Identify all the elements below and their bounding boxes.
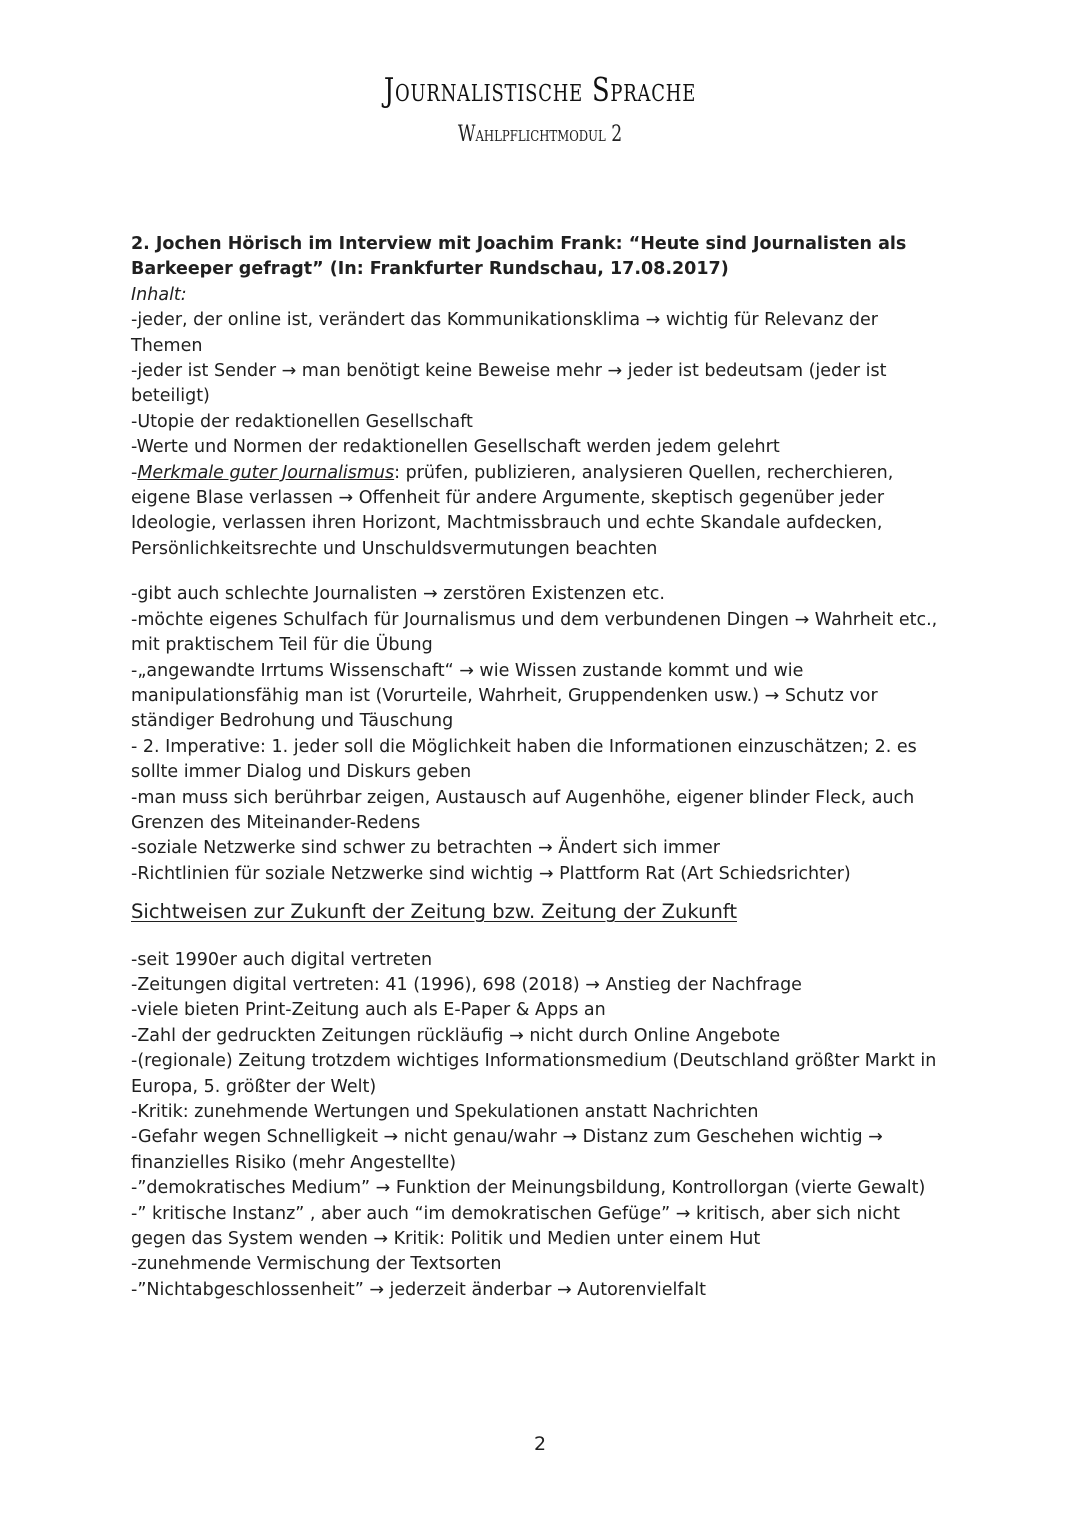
list-item: -Richtlinien für soziale Netzwerke sind wichtig → Plattform Rat (Art Schiedsrichter): [131, 863, 851, 884]
list-item: -jeder ist Sender → man benötigt keine Beweise mehr → jeder ist bedeutsam (jeder ist beteiligt): [131, 361, 887, 407]
list-item: -man muss sich berührbar zeigen, Austausch auf Augenhöhe, eigener blinder Fleck, auch Grenzen des Miteinander-Redens: [131, 787, 915, 833]
list-item: -(regionale) Zeitung trotzdem wichtiges Informationsmedium (Deutschland größter Markt in Europa, 5. größter der Welt): [131, 1051, 937, 1097]
page-subtitle: Wahlpflichtmodul 2: [457, 122, 623, 147]
list-item: -”demokratisches Medium” → Funktion der Meinungsbildung, Kontrollorgan (vierte Gewalt): [131, 1178, 926, 1199]
list-item: -möchte eigenes Schulfach für Journalismus und dem verbundenen Dingen → Wahrheit etc., mit praktischem Teil für die Übung: [131, 609, 938, 656]
list-item: -Zahl der gedruckten Zeitungen rückläufig → nicht durch Online Angebote: [131, 1025, 781, 1046]
list-item: -Gefahr wegen Schnelligkeit → nicht genau/wahr → Distanz zum Geschehen wichtig → finanzielles Risiko (mehr Angestellte): [131, 1127, 883, 1173]
list-item: -zunehmende Vermischung der Textsorten: [131, 1254, 502, 1275]
paragraph-gap: [131, 562, 951, 582]
merkmale-text: : prüfen, publizieren, analysieren Quellen, recherchieren, eigene Blase verlassen → Offenheit für andere Argumente, skeptisch gegenüber jeder Ideologie, verlassen ihren Horizont, Machtmissbrauch und echte Skandale aufdecken, Persönlichkeitsrechte und Unschuldsvermutungen beachten: [131, 462, 894, 559]
page-number: 2: [533, 1433, 547, 1455]
list-item: -viele bieten Print-Zeitung auch als E-Paper & Apps an: [131, 1000, 606, 1021]
section-heading-zukunft: Sichtweisen zur Zukunft der Zeitung bzw. Zeitung der Zukunft: [131, 900, 737, 924]
content-label: Inhalt:: [131, 284, 187, 305]
list-item: -” kritische Instanz” , aber auch “im demokratischen Gefüge” → kritisch, aber sich nicht gegen das System wenden → Kritik: Politik und Medien unter einem Hut: [131, 1203, 900, 1250]
list-item: -„angewandte Irrtums Wissenschaft“ → wie Wissen zustande kommt und wie manipulationsfähig man ist (Vorurteile, Wahrheit, Gruppendenken usw.) → Schutz vor ständiger Bedrohung und Täuschung: [131, 660, 878, 732]
list-item: -jeder, der online ist, verändert das Kommunikationsklima → wichtig für Relevanz der Themen: [131, 310, 878, 356]
page-title: Journalistische Sprache: [383, 70, 697, 109]
list-item: -Werte und Normen der redaktionellen Gesellschaft werden jedem gelehrt: [131, 437, 780, 458]
merkmale-prefix: -: [131, 462, 138, 483]
merkmale-term: Merkmale guter Journalismus: [137, 462, 395, 483]
list-item: -”Nichtabgeschlossenheit” → jederzeit änderbar → Autorenvielfalt: [131, 1279, 706, 1300]
paragraph-gap: [131, 925, 951, 948]
list-item-merkmale: [131, 461, 951, 563]
list-item: -Kritik: zunehmende Wertungen und Spekulationen anstatt Nachrichten: [131, 1102, 759, 1122]
section-heading-interview: 2. Jochen Hörisch im Interview mit Joachim Frank: “Heute sind Journalisten als Barkeeper gefragt” (In: Frankfurter Rundschau, 17.08.2017): [131, 234, 907, 280]
list-item: -seit 1990er auch digital vertreten: [131, 949, 433, 970]
list-item: -soziale Netzwerke sind schwer zu betrachten → Ändert sich immer: [131, 838, 720, 859]
list-item: -Utopie der redaktionellen Gesellschaft: [131, 411, 473, 432]
list-item: -Zeitungen digital vertreten: 41 (1996), 698 (2018) → Anstieg der Nachfrage: [131, 974, 802, 995]
list-item: - 2. Imperative: 1. jeder soll die Möglichkeit haben die Informationen einzuschätzen; 2. es sollte immer Dialog und Diskurs geben: [131, 736, 917, 783]
list-item: -gibt auch schlechte Journalisten → zerstören Existenzen etc.: [131, 584, 665, 605]
document-body: [131, 232, 951, 1303]
